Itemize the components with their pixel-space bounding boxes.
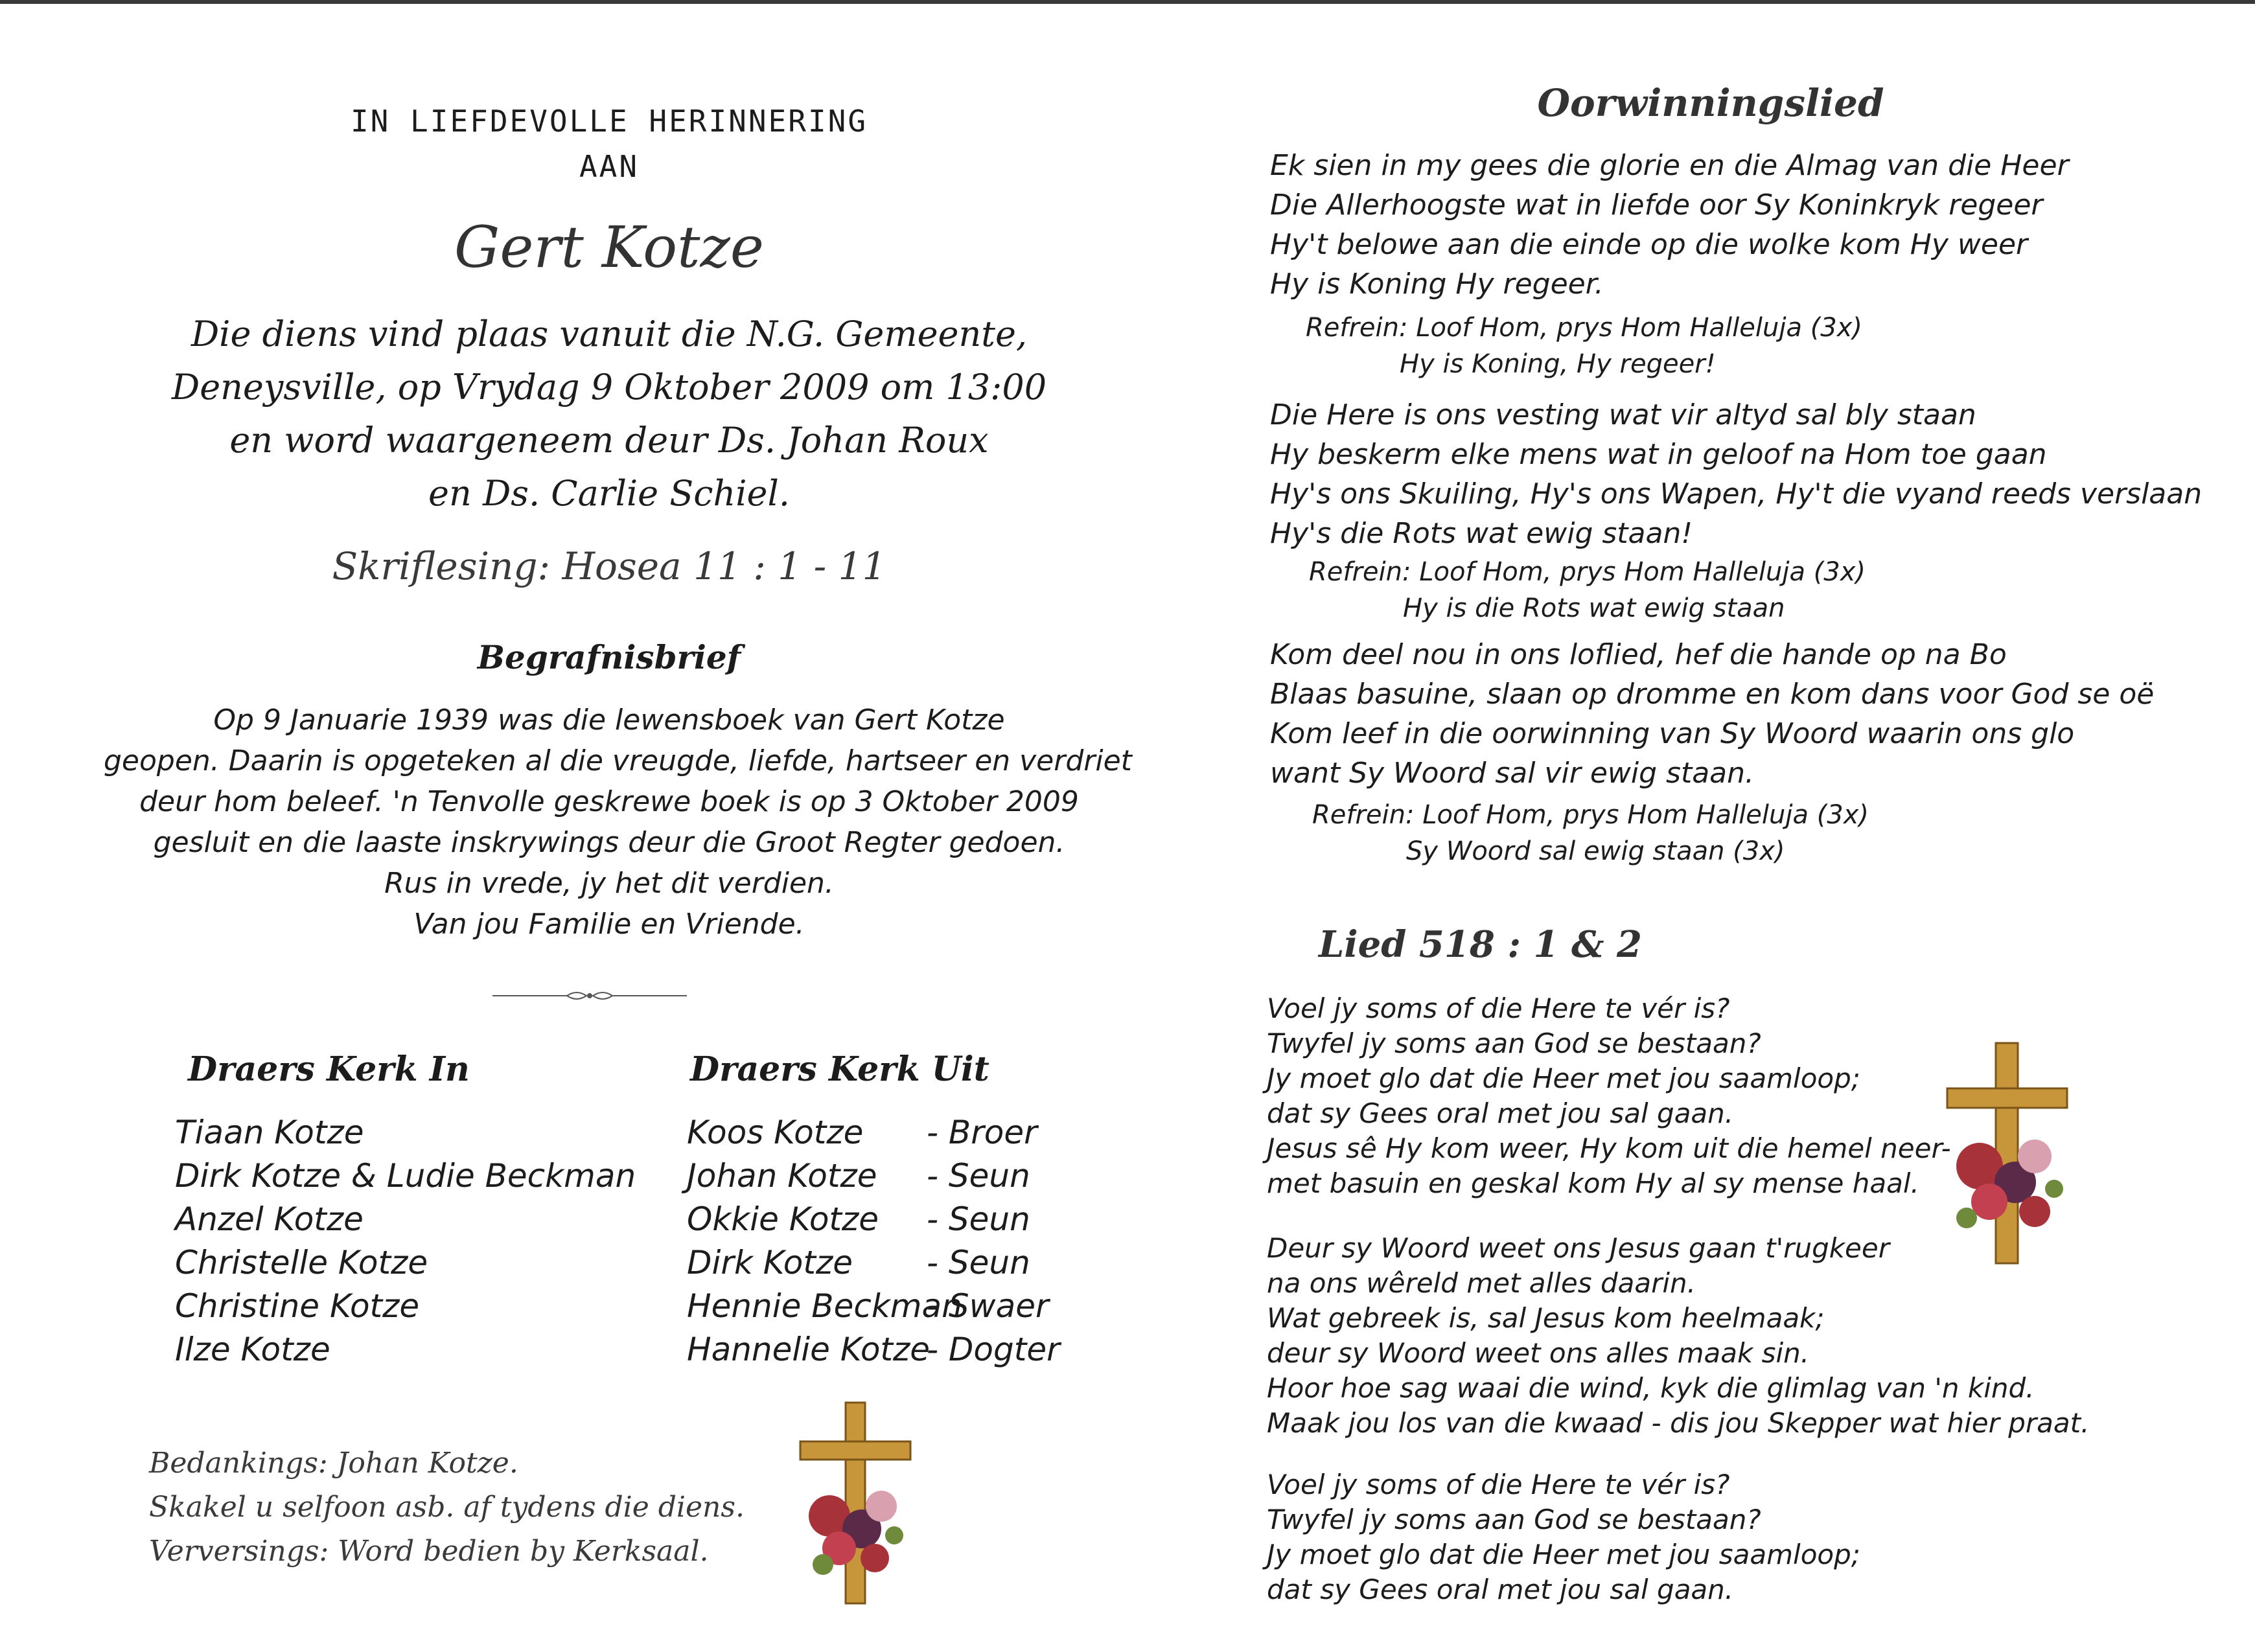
song1-verse-2	[1270, 395, 2202, 553]
song-line: Hy's die Rots wat ewig staan!	[1270, 517, 1693, 550]
cross-with-flowers-icon	[1931, 1037, 2087, 1270]
bearer-out-row	[687, 1328, 1060, 1371]
bearer-out-name: Hannelie Kotze	[687, 1331, 931, 1368]
bearer-in: Christine Kotze	[175, 1287, 420, 1325]
service-details	[104, 308, 1115, 520]
header-line-1: IN LIEFDEVOLLE HERINNERING	[350, 104, 868, 139]
refrain-line: Hy is die Rots wat ewig staan	[1403, 593, 1785, 623]
letter-line: Van jou Familie en Vriende.	[413, 908, 805, 941]
note-line: Bedankings: Johan Kotze.	[149, 1447, 518, 1480]
letter-line: Op 9 Januarie 1939 was die lewensboek van Gert Kotze	[213, 704, 1005, 737]
song2-verse-3	[1267, 1467, 1860, 1607]
song1-title: Oorwinningslied	[1537, 81, 1884, 125]
song-line: dat sy Gees oral met jou sal gaan.	[1267, 1097, 1734, 1129]
note-line: Skakel u selfoon asb. af tydens die diens.	[149, 1491, 745, 1524]
song-line: Jesus sê Hy kom weer, Hy kom uit die hemel neer-	[1267, 1132, 1951, 1164]
letter-line: geopen. Daarin is opgeteken al die vreugde, liefde, hartseer en verdriet	[104, 744, 1132, 777]
bearer-out-row	[687, 1285, 1060, 1328]
song1-refrain-2	[1309, 554, 1866, 626]
bearers-out-list	[687, 1111, 1060, 1371]
header-line-2: AAN	[579, 149, 640, 184]
bearers-in-title: Draers Kerk In	[188, 1050, 470, 1089]
song1-refrain-3	[1312, 797, 1869, 869]
bearer-out-relation: - Swaer	[927, 1287, 1049, 1325]
bearer-out-row	[687, 1198, 1060, 1241]
bearer-out-row	[687, 1241, 1060, 1285]
letter-line: Rus in vrede, jy het dit verdien.	[384, 867, 834, 900]
bearer-out-row	[687, 1111, 1060, 1154]
service-line: Die diens vind plaas vanuit die N.G. Gemeente,	[191, 314, 1028, 354]
service-line: en Ds. Carlie Schiel.	[428, 473, 790, 514]
song-line: Twyfel jy soms aan God se bestaan?	[1267, 1027, 1761, 1059]
refrain-line: Refrein: Loof Hom, prys Hom Halleluja (3x)	[1309, 557, 1866, 587]
bearer-in: Dirk Kotze & Ludie Beckman	[175, 1157, 636, 1195]
bearer-out-relation: - Seun	[927, 1244, 1030, 1281]
right-page	[1257, 0, 2216, 1652]
bearer-in: Anzel Kotze	[175, 1200, 364, 1238]
bearer-in: Christelle Kotze	[175, 1244, 428, 1281]
song-line: want Sy Woord sal vir ewig staan.	[1270, 757, 1754, 790]
song-line: Kom leef in die oorwinning van Sy Woord waarin ons glo	[1270, 717, 2075, 750]
song1-verse-1	[1270, 146, 2069, 304]
cross-with-flowers-icon	[784, 1396, 927, 1610]
song-line: na ons wêreld met alles daarin.	[1267, 1267, 1696, 1299]
letter-body	[104, 700, 1132, 945]
bearer-out-relation: - Seun	[927, 1157, 1030, 1195]
song-line: met basuin en geskal kom Hy al sy mense haal.	[1267, 1167, 1919, 1199]
song-line: Twyfel jy soms aan God se bestaan?	[1267, 1504, 1761, 1535]
song-line: Blaas basuine, slaan op dromme en kom dans voor God se oë	[1270, 678, 2155, 711]
bearer-out-relation: - Seun	[927, 1200, 1030, 1238]
song-line: Die Allerhoogste wat in liefde oor Sy Koninkryk regeer	[1270, 189, 2043, 222]
song-line: Hy's ons Skuiling, Hy's ons Wapen, Hy't die vyand reeds verslaan	[1270, 477, 2203, 511]
refrain-line: Sy Woord sal ewig staan (3x)	[1406, 836, 1785, 866]
refrain-line: Refrein: Loof Hom, prys Hom Halleluja (3x)	[1312, 800, 1869, 830]
song-line: Hy is Koning Hy regeer.	[1270, 268, 1604, 301]
deceased-name: Gert Kotze	[454, 214, 764, 281]
scripture-reading: Skriflesing: Hosea 11 : 1 - 11	[332, 544, 886, 588]
song-line: Deur sy Woord weet ons Jesus gaan t'rugkeer	[1267, 1232, 1890, 1264]
bearer-out-name: Koos Kotze	[687, 1114, 864, 1151]
refrain-line: Refrein: Loof Hom, prys Hom Halleluja (3x)	[1306, 313, 1863, 343]
letter-title: Begrafnisbrief	[477, 638, 741, 676]
song1-verse-3	[1270, 635, 2154, 793]
letter-line: deur hom beleef. 'n Tenvolle geskrewe boek is op 3 Oktober 2009	[139, 785, 1079, 818]
bearer-out-name: Hennie Beckman	[687, 1287, 962, 1325]
song-line: Hy beskerm elke mens wat in geloof na Hom toe gaan	[1270, 438, 2047, 471]
song1-refrain-1	[1306, 310, 1862, 382]
song-line: Maak jou los van die kwaad - dis jou Skepper wat hier praat.	[1267, 1407, 2090, 1439]
left-page	[104, 0, 1132, 1652]
bearer-out-relation: - Dogter	[927, 1331, 1060, 1368]
song-line: deur sy Woord weet ons alles maak sin.	[1267, 1337, 1810, 1369]
song2-title: Lied 518 : 1 & 2	[1319, 923, 1642, 966]
song-line: Hy't belowe aan die einde op die wolke kom Hy weer	[1270, 228, 2028, 261]
bearer-out-name: Johan Kotze	[687, 1157, 877, 1195]
bearer-out-row	[687, 1154, 1060, 1198]
bearers-out-title: Draers Kerk Uit	[690, 1050, 989, 1089]
bearer-out-relation: - Broer	[927, 1114, 1037, 1151]
song-line: Kom deel nou in ons loflied, hef die hande op na Bo	[1270, 638, 2007, 671]
refrain-line: Hy is Koning, Hy regeer!	[1400, 349, 1716, 379]
song-line: Jy moet glo dat die Heer met jou saamloop;	[1267, 1539, 1860, 1570]
song-line: Ek sien in my gees die glorie en die Almag van die Heer	[1270, 149, 2069, 182]
song-line: Voel jy soms of die Here te vér is?	[1267, 992, 1730, 1024]
letter-line: gesluit en die laaste inskrywings deur die Groot Regter gedoen.	[153, 826, 1065, 859]
bearers-in-list	[175, 1111, 636, 1371]
song-line: dat sy Gees oral met jou sal gaan.	[1267, 1574, 1734, 1605]
service-line: en word waargeneem deur Ds. Johan Roux	[229, 420, 989, 461]
song-line: Wat gebreek is, sal Jesus kom heelmaak;	[1267, 1302, 1825, 1334]
bearer-out-name: Okkie Kotze	[687, 1200, 879, 1238]
bearer-in: Ilze Kotze	[175, 1331, 330, 1368]
song-line: Voel jy soms of die Here te vér is?	[1267, 1469, 1730, 1500]
ornamental-divider	[492, 986, 687, 1005]
service-line: Deneysville, op Vrydag 9 Oktober 2009 om 13:00	[171, 367, 1047, 407]
notes	[149, 1441, 745, 1574]
note-line: Verversings: Word bedien by Kerksaal.	[149, 1535, 709, 1568]
song-line: Jy moet glo dat die Heer met jou saamloop;	[1267, 1062, 1860, 1094]
song-line: Die Here is ons vesting wat vir altyd sal bly staan	[1270, 398, 1976, 431]
song2-verse-1	[1267, 991, 1951, 1201]
bearer-out-name: Dirk Kotze	[687, 1244, 853, 1281]
bearer-in: Tiaan Kotze	[175, 1114, 364, 1151]
song-line: Hoor hoe sag waai die wind, kyk die glimlag van 'n kind.	[1267, 1372, 2035, 1404]
